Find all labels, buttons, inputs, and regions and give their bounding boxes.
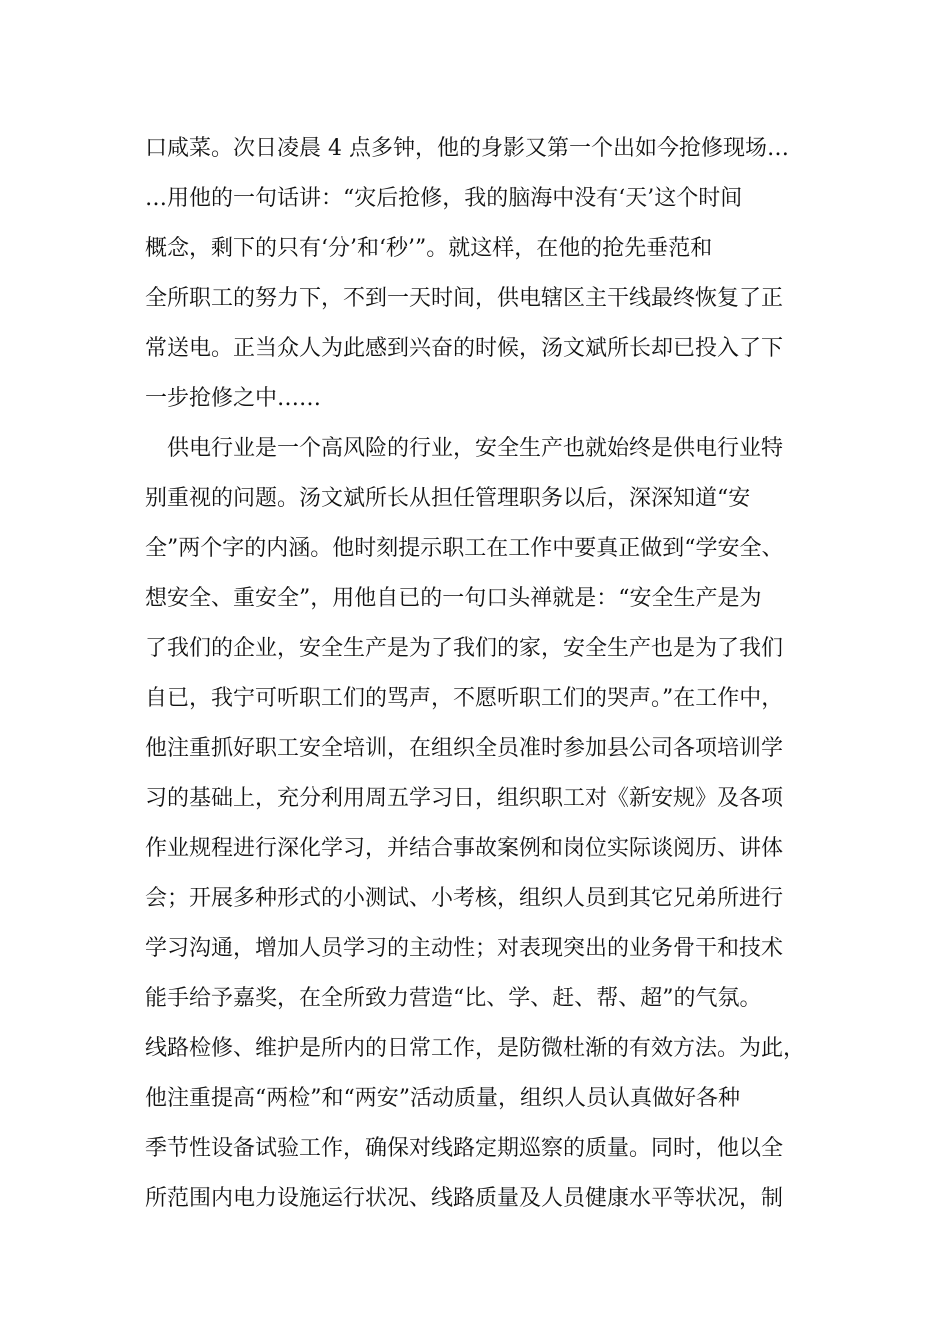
text-line: 供电行业是一个高风险的行业，安全生产也就始终是供电行业特	[145, 436, 784, 461]
text-line: 习的基础上，充分利用周五学习日，组织职工对《新安规》及各项	[145, 786, 784, 811]
text-line: 会；开展多种形式的小测试、小考核，组织人员到其它兄弟所进行	[145, 886, 784, 911]
text-line: 常送电。正当众人为此感到兴奋的时候，汤文斌所长却已投入了下	[145, 336, 784, 361]
text-line: 全”两个字的内涵。他时刻提示职工在工作中要真正做到“学安全、	[145, 536, 784, 561]
text-line: 线路检修、维护是所内的日常工作，是防微杜渐的有效方法。为此，	[145, 1036, 806, 1061]
text-line: 想安全、重安全”，用他自已的一句口头禅就是：“安全生产是为	[145, 586, 762, 611]
text-line: 他注重抓好职工安全培训，在组织全员准时参加县公司各项培训学	[145, 736, 784, 761]
text-line: 能手给予嘉奖，在全所致力营造“比、学、赶、帮、超”的气氛。	[145, 986, 762, 1011]
text-line: 一步抢修之中……	[145, 386, 322, 411]
text-line: 他注重提高“两检”和“两安”活动质量，组织人员认真做好各种	[145, 1086, 740, 1111]
text-line: 了我们的企业，安全生产是为了我们的家，安全生产也是为了我们	[145, 636, 784, 661]
text-line: …用他的一句话讲：“灾后抢修，我的脑海中没有‘天’这个时间	[145, 186, 743, 211]
text-line: 所范围内电力设施运行状况、线路质量及人员健康水平等状况，制	[145, 1186, 784, 1211]
text-line: 概念，剩下的只有‘分’和‘秒’”。就这样，在他的抢先垂范和	[145, 236, 713, 261]
text-line: 学习沟通，增加人员学习的主动性；对表现突出的业务骨干和技术	[145, 936, 784, 961]
text-line: 作业规程进行深化学习，并结合事故案例和岗位实际谈阅历、讲体	[145, 836, 784, 861]
text-line: 口咸菜。次日凌晨 4 点多钟，他的身影又第一个出如今抢修现场…	[145, 136, 789, 161]
text-line: 别重视的问题。汤文斌所长从担任管理职务以后，深深知道“安	[145, 486, 751, 511]
text-line: 季节性设备试验工作，确保对线路定期巡察的质量。同时，他以全	[145, 1136, 784, 1161]
body-text	[145, 124, 845, 1224]
text-line: 全所职工的努力下，不到一天时间，供电辖区主干线最终恢复了正	[145, 286, 784, 311]
text-line: 自已，我宁可听职工们的骂声，不愿听职工们的哭声。”在工作中，	[145, 686, 784, 711]
